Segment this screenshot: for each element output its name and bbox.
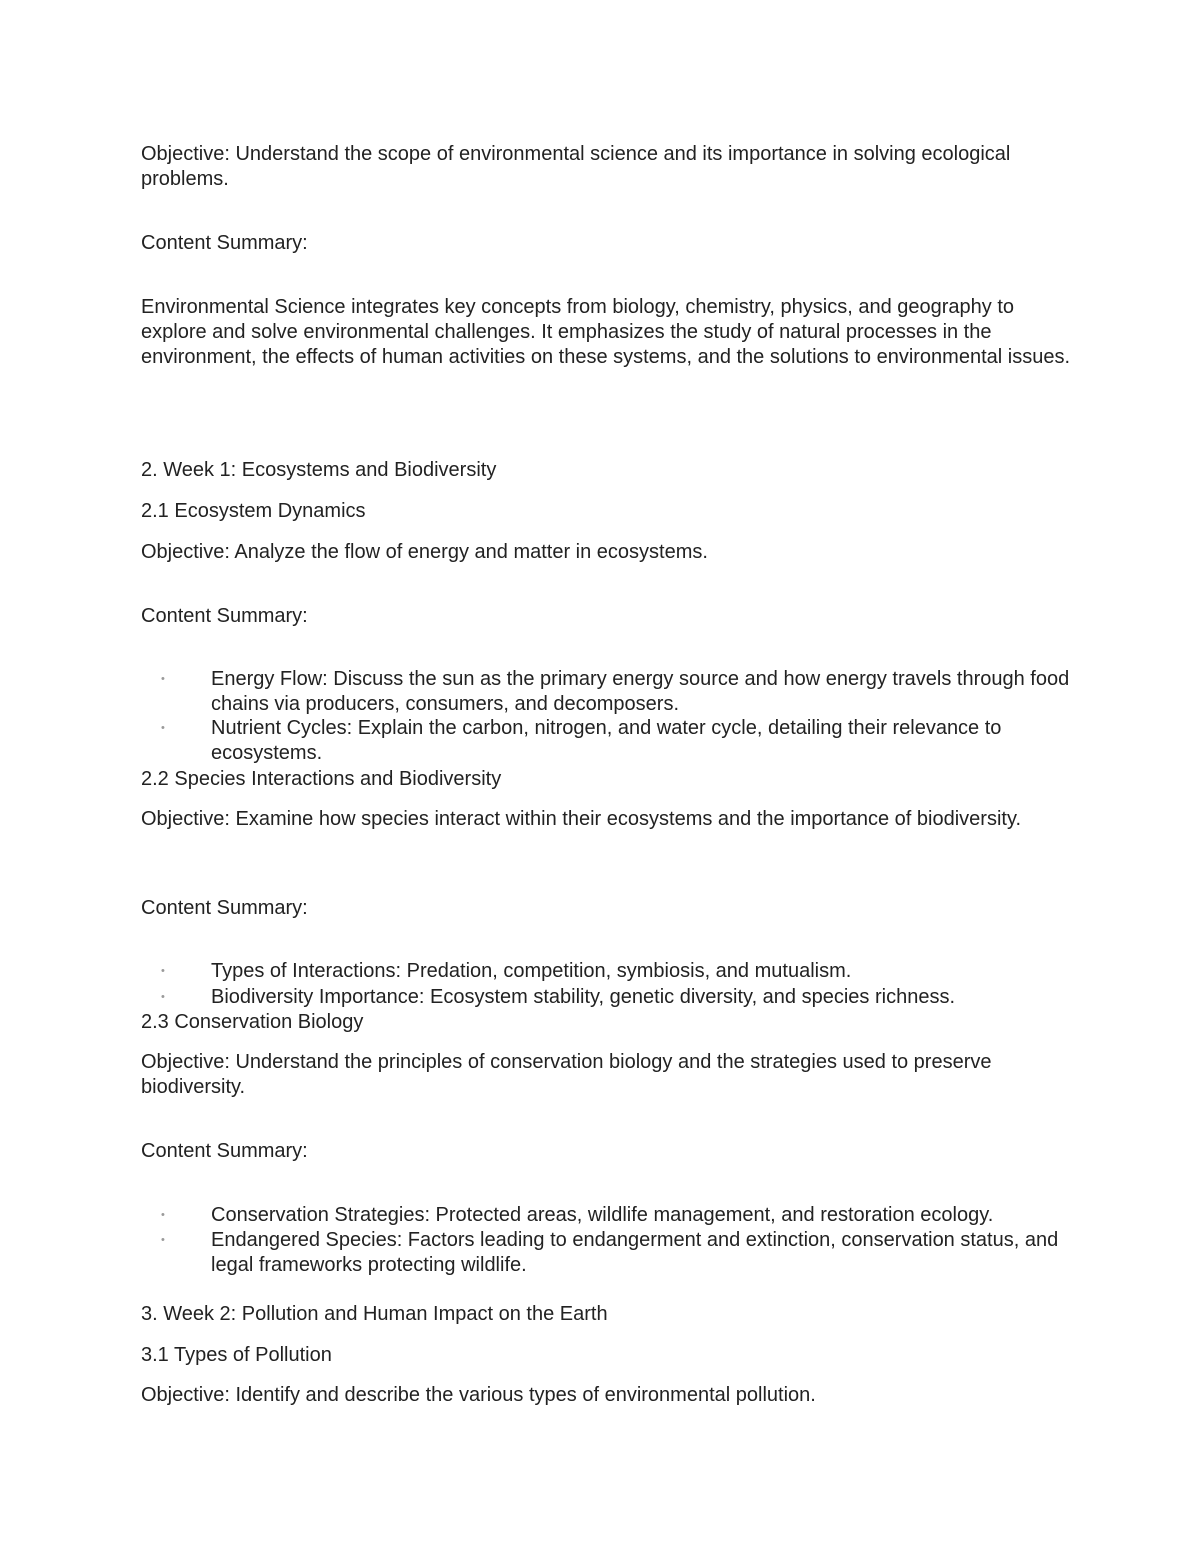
section-2-1-heading: 2.1 Ecosystem Dynamics (141, 500, 366, 522)
list-item: Endangered Species: Factors leading to endangerment and extinction, conservation status, and legal frameworks protecting wildlife. (211, 1229, 1059, 1276)
bullet-icon: • (161, 673, 165, 685)
list-item: Energy Flow: Discuss the sun as the primary energy source and how energy travels through food chains via producers, consumers, and decomposers. (211, 668, 1070, 715)
bullet-icon: • (161, 991, 165, 1003)
week-1-heading: 2. Week 1: Ecosystems and Biodiversity (141, 459, 497, 481)
list-item: Types of Interactions: Predation, competition, symbiosis, and mutualism. (211, 960, 852, 982)
list-item: Conservation Strategies: Protected areas, wildlife management, and restoration ecology. (211, 1204, 994, 1226)
summary-paragraph: Environmental Science integrates key concepts from biology, chemistry, physics, and geography to explore and solve environmental challenges. It emphasizes the study of natural processes in the environment, the effects of human activities on these systems, and the solutions to environmental issues. (141, 296, 1071, 368)
bullet-icon: • (161, 1209, 165, 1221)
bullet-icon: • (161, 722, 165, 734)
list-item: Nutrient Cycles: Explain the carbon, nitrogen, and water cycle, detailing their relevance to ecosystems. (211, 717, 1002, 764)
list-item: Biodiversity Importance: Ecosystem stability, genetic diversity, and species richness. (211, 986, 956, 1008)
objective-2-3: Objective: Understand the principles of conservation biology and the strategies used to preserve biodiversity. (141, 1051, 992, 1098)
section-2-3-heading: 2.3 Conservation Biology (141, 1011, 364, 1033)
content-summary-label: Content Summary: (141, 897, 308, 919)
objective-2-1: Objective: Analyze the flow of energy and matter in ecosystems. (141, 541, 708, 563)
section-2-2-heading: 2.2 Species Interactions and Biodiversity (141, 768, 502, 790)
objective-3-1: Objective: Identify and describe the various types of environmental pollution. (141, 1384, 816, 1406)
content-summary-label: Content Summary: (141, 605, 308, 627)
bullet-icon: • (161, 1234, 165, 1246)
bullet-icon: • (161, 965, 165, 977)
content-summary-label: Content Summary: (141, 1140, 308, 1162)
content-summary-label: Content Summary: (141, 232, 308, 254)
week-2-heading: 3. Week 2: Pollution and Human Impact on the Earth (141, 1303, 608, 1325)
objective-2-2: Objective: Examine how species interact within their ecosystems and the importance of biodiversity. (141, 808, 1022, 830)
section-3-1-heading: 3.1 Types of Pollution (141, 1344, 332, 1366)
objective-paragraph: Objective: Understand the scope of environmental science and its importance in solving ecological problems. (141, 143, 1011, 190)
